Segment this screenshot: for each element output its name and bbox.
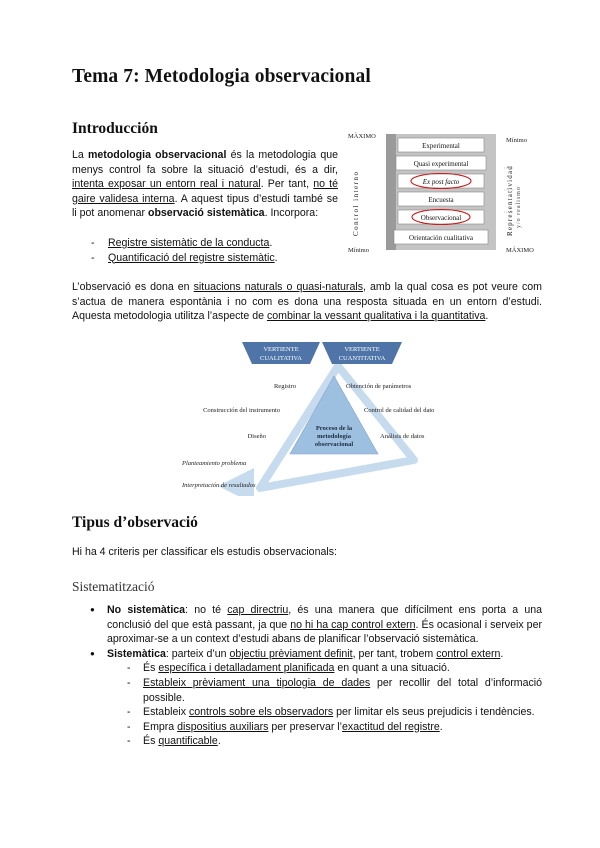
left-process-label: Diseño [247,433,266,440]
pyramid-level-label: Observacional [420,214,462,222]
pyramid-level-label: Experimental [422,142,460,150]
intro-heading: Introducción [72,120,158,137]
left-process-label: Registro [273,383,296,390]
right-process-label: Análisis de datos [380,433,425,440]
cualitativa-header-label: CUALITATIVA [260,355,302,362]
sistematitzacio-list [90,603,542,749]
list-item: - És específica i detalladament planificada en quant a una situació. [107,661,542,676]
list-item: ● No sistemàtica: no té cap directriu, és una manera que difícilment ens porta a una conclusió del que està passant, ja que no hi ha cap control extern. És ocasional i serveix per aproximar-se a un context d’estudi abans de planificar l’observació sistemàtica. [90,603,542,647]
pyramid-bottom-left-label: Mínimo [348,247,369,254]
list-item: - Registre sistemàtic de la conducta. [91,236,341,251]
intro-paragraph-2: L’observació es dona en situacions naturals o quasi-naturals, amb la qual cosa es pot veure com s’actua de manera espontània i no com es dona una resposta situada en un entorn d’estudi. Aquesta metodologia utilitza l’aspecte de combinar la vessant qualitativa i la quantitativa. [72,281,542,323]
pyramid-level-label: Quasi experimental [413,160,469,168]
pyramid-bottom-right-label: MÁXIMO [506,247,534,254]
sistematica-sublist [107,661,542,749]
page-title: Tema 7: Metodologia observacional [72,66,371,87]
incorpora-list [91,236,341,265]
pyramid-left-axis-label: Control interno [352,170,360,236]
cuantitativa-header-label: CUANTITATIVA [338,355,386,362]
bottom-process-label: Planteamiento problema [182,460,247,467]
cuantitativa-header-label: VERTIENTE [344,346,380,353]
list-item: - És quantificable. [107,734,542,749]
pyramid-level-label: Ex post facto [422,178,460,186]
bottom-process-label: Interpretación de resultados [182,482,256,489]
right-process-label: Obtención de parámetros [346,383,412,390]
list-item: - Empra dispositius auxiliars per preservar l’exactitud del registre. [107,720,542,735]
pyramid-right-axis-label-2: y/o realismo [516,186,522,228]
pyramid-level-label: Orientación cualitativa [409,234,473,242]
sistematitzacio-heading: Sistematització [72,579,155,594]
left-process-label: Construcción del instrumento [203,407,280,414]
list-item: ● Sistemàtica: parteix d’un objectiu prèviament definit, per tant, trobem control extern. - És específica i detalladament planificada en quant a una situació. - Estableix prèviament una tipologia de dades per recollir del total d’informació possible. - Estableix controls sobre els observadors per limitar els seus prejudicis i tendències. - Empra dispositius auxiliars per preservar l’exactitud del registre. - És quantificable. [90,647,542,749]
triangle-center-label: observacional [314,441,354,448]
pyramid-top-left-label: MÀXIMO [348,133,376,140]
triangle-center-label: metodología [317,433,351,440]
list-item: - Estableix controls sobre els observadors per limitar els seus prejudicis i tendències. [107,705,542,720]
pyramid-top-right-label: Mínimo [506,137,527,144]
observational-process-diagram [170,338,460,496]
list-item: - Quantificació del registre sistemàtic. [91,251,341,266]
intro-paragraph-1: La metodologia observacional és la metodologia que menys control fa sobre la situació d’estudi, és a dir, intenta exposar un entorn real i natural. Per tant, no té gaire validesa interna. A aquest tipus d’estudi també se li pot anomenar observació sistemàtica. Incorpora: [72,149,339,220]
research-methods-pyramid [344,128,544,256]
triangle-center-label: Proceso de la [315,425,353,432]
pyramid-level-label: Encuesta [428,196,454,204]
right-process-label: Control de calidad del dato [364,407,435,414]
tipus-intro: Hi ha 4 criteris per classificar els estudis observacionals: [72,546,337,558]
tipus-heading: Tipus d’observació [72,514,198,531]
list-item: - Estableix prèviament una tipologia de dades per recollir del total d’informació possible. [107,676,542,705]
cualitativa-header-label: VERTIENTE [263,346,299,353]
pyramid-right-axis-label-1: Representatividad [506,165,514,236]
